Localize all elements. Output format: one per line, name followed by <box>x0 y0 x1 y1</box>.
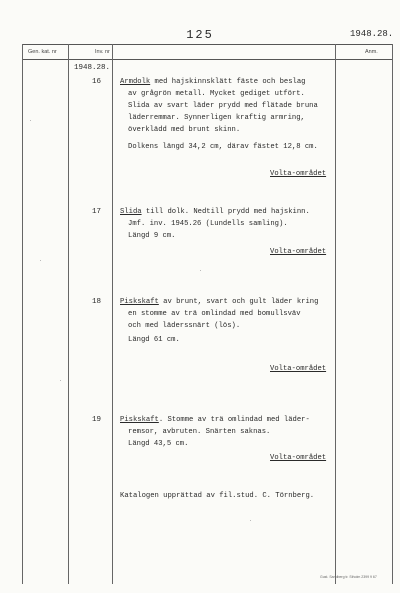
column-divider-anm <box>335 44 336 584</box>
entry-region: Volta-området <box>270 454 327 462</box>
paper-mark <box>60 380 61 381</box>
entry-number: 16 <box>92 78 102 86</box>
entry-region: Volta-området <box>270 248 327 256</box>
column-divider-right <box>392 44 393 584</box>
paper-mark <box>250 520 251 521</box>
paper-mark <box>200 270 201 271</box>
entry-line: Längd 61 cm. <box>128 336 180 344</box>
entry-line: Dolkens längd 34,2 cm, därav fästet 12,8 cm. <box>128 143 318 151</box>
entry-line: överklädd med brunt skinn. <box>128 126 241 134</box>
column-divider-inv <box>112 44 113 584</box>
entry-line: en stomme av trä omlindad med bomullsväv <box>128 310 301 318</box>
entry-line: Armdolk med hajskinnsklätt fäste och beslag <box>120 78 306 86</box>
paper-mark <box>40 260 41 261</box>
entry-line: Jmf. inv. 1945.26 (Lundells samling). <box>128 220 288 228</box>
entry-line: Längd 43,5 cm. <box>128 440 189 448</box>
entry-line: och med läderssnärt (lös). <box>128 322 241 330</box>
entry-number: 17 <box>92 208 102 216</box>
entry-line: remsor, avbruten. Snärten saknas. <box>128 428 271 436</box>
entry-title: Armdolk <box>120 78 151 86</box>
entry-line: av grågrön metall. Mycket gediget utfört. <box>128 90 305 98</box>
entry-line: läderremmar. Synnerligen kraftig armring, <box>128 114 305 122</box>
entry-number: 18 <box>92 298 102 306</box>
header-inv: Inv. nr <box>95 49 110 55</box>
header-anm: Anm. <box>365 49 378 55</box>
entry-title: Piskskaft <box>120 298 159 306</box>
entry-line: Piskskaft av brunt, svart och gult läder kring <box>120 298 319 306</box>
paper-mark <box>30 120 31 121</box>
page-number: 125 <box>186 28 214 42</box>
entry-title: Slida <box>120 208 142 216</box>
entry-line: Slida till dolk. Nedtill prydd med hajskinn. <box>120 208 310 216</box>
entry-line: Slida av svart läder prydd med flätade bruna <box>128 102 318 110</box>
header-gen-kat: Gen. kat. nr <box>28 49 57 55</box>
column-divider-left <box>22 44 23 584</box>
entry-region: Volta-området <box>270 365 327 373</box>
catalog-reference: 1948.28. <box>350 29 394 39</box>
table-header <box>22 44 392 60</box>
entry-line: Piskskaft. Stomme av trä omlindad med läder- <box>120 416 310 424</box>
entry-line: Längd 9 cm. <box>128 232 176 240</box>
printer-footnote: Gust. Sandberg tr. Stholm 2399 9 67 <box>320 575 377 579</box>
entry-title: Piskskaft <box>120 416 159 424</box>
entry-year: 1948.28. <box>74 64 111 72</box>
entry-number: 19 <box>92 416 102 424</box>
column-divider-gen <box>68 44 69 584</box>
entry-region: Volta-området <box>270 170 327 178</box>
catalog-closing-note: Katalogen upprättad av fil.stud. C. Törnberg. <box>120 492 315 500</box>
